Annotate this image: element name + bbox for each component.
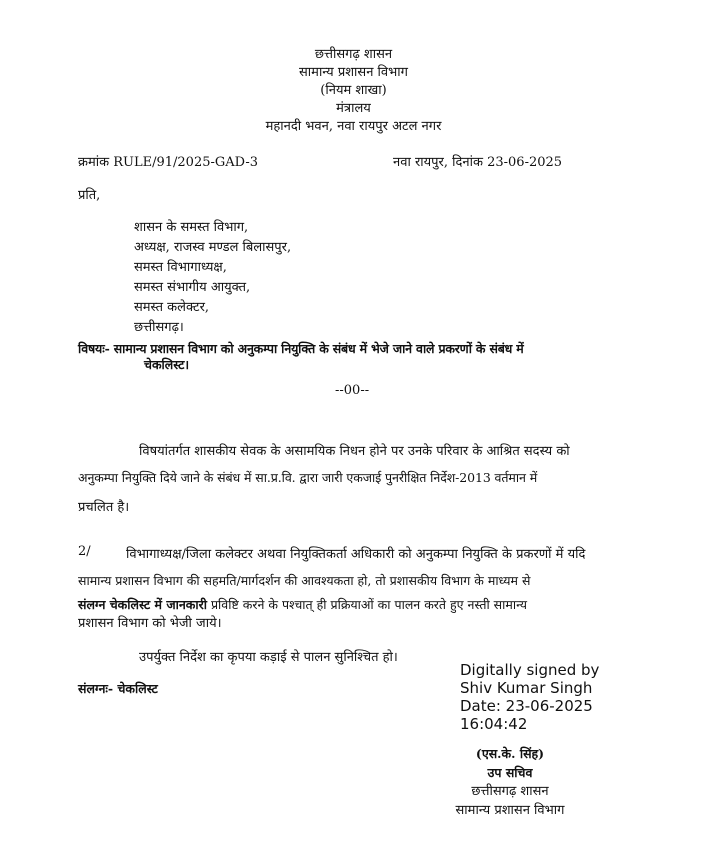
signatory-name: (एस.के. सिंह) bbox=[475, 746, 545, 761]
recipient-item: शासन के समस्त विभाग, bbox=[134, 220, 249, 235]
letter-date: नवा रायपुर, दिनांक 23-06-2025 bbox=[393, 155, 563, 170]
signatory-org-2: सामान्य प्रशासन विभाग bbox=[455, 803, 565, 818]
to-label: प्रति, bbox=[78, 188, 101, 203]
enclosure-label: संलग्नः- चेकलिस्ट bbox=[78, 681, 158, 696]
header-line-5: महानदी भवन, नवा रायपुर अटल नगर bbox=[265, 119, 442, 134]
digital-signature-time: 16:04:42 bbox=[460, 715, 528, 733]
para2-line-3-rest: प्रविष्टि करने के पश्चात् ही प्रक्रियाओं का पालन करते हुए नस्ती सामान्य bbox=[206, 597, 528, 612]
signatory-designation: उप सचिव bbox=[487, 765, 533, 780]
para2-line-3 bbox=[78, 596, 527, 613]
closing-line: उपर्युक्त निर्देश का कृपया कड़ाई से पालन सुनिश्चित हो। bbox=[139, 650, 398, 665]
digital-signature-date: Date: 23-06-2025 bbox=[460, 697, 593, 715]
recipient-list bbox=[134, 218, 291, 338]
header-line-1: छत्तीसगढ़ शासन bbox=[314, 47, 393, 62]
para2-line-4: प्रशासन विभाग को भेजी जाये। bbox=[78, 616, 222, 631]
header-line-3: (नियम शाखा) bbox=[320, 83, 387, 98]
para2-line-2: सामान्य प्रशासन विभाग की सहमति/मार्गदर्शन की आवश्यकता हो, तो प्रशासकीय विभाग के माध्यम से bbox=[78, 573, 531, 588]
para1-line-1: विषयांतर्गत शासकीय सेवक के असामयिक निधन होने पर उनके परिवार के आश्रित सदस्य को bbox=[139, 444, 570, 459]
para2-line-1: विभागाध्यक्ष/जिला कलेक्टर अथवा नियुक्तिकर्ता अधिकारी को अनुकम्पा नियुक्ति के प्रकरणों में यदि bbox=[126, 547, 586, 562]
para1-line-3: प्रचलित है। bbox=[78, 500, 130, 515]
signatory-org-1: छत्तीसगढ़ शासन bbox=[471, 784, 549, 799]
recipient-item: समस्त संभागीय आयुक्त, bbox=[134, 280, 251, 295]
para1-line-2: अनुकम्पा नियुक्ति दिये जाने के संबंध में सा.प्र.वि. द्वारा जारी एकजाई पुनरीक्षित निर्देश-2013 वर्तमान में bbox=[78, 470, 538, 485]
recipient-item: अध्यक्ष, राजस्व मण्डल बिलासपुर, bbox=[134, 240, 292, 255]
recipient-item: छत्तीसगढ़। bbox=[134, 320, 184, 335]
signatory-block bbox=[430, 744, 590, 820]
header-line-4: मंत्रालय bbox=[336, 101, 371, 116]
recipient-item: समस्त विभागाध्यक्ष, bbox=[134, 260, 227, 275]
header-line-2: सामान्य प्रशासन विभाग bbox=[299, 65, 408, 80]
reference-number: क्रमांक RULE/91/2025-GAD-3 bbox=[78, 155, 258, 170]
checklist-emphasis: संलग्न चेकलिस्ट में जानकारी bbox=[78, 597, 207, 612]
subject-line-1: विषयः- सामान्य प्रशासन विभाग को अनुकम्पा नियुक्ति के संबंध में भेजे जाने वाले प्रकरणों के संबंध में bbox=[78, 341, 524, 356]
separator: --00-- bbox=[335, 383, 370, 398]
recipient-item: समस्त कलेक्टर, bbox=[134, 300, 210, 315]
para2-number: 2/ bbox=[78, 544, 91, 559]
subject-line-2: चेकलिस्ट। bbox=[144, 357, 190, 372]
digital-signature-line-1: Digitally signed by bbox=[460, 661, 600, 679]
digital-signature-name: Shiv Kumar Singh bbox=[460, 679, 593, 697]
